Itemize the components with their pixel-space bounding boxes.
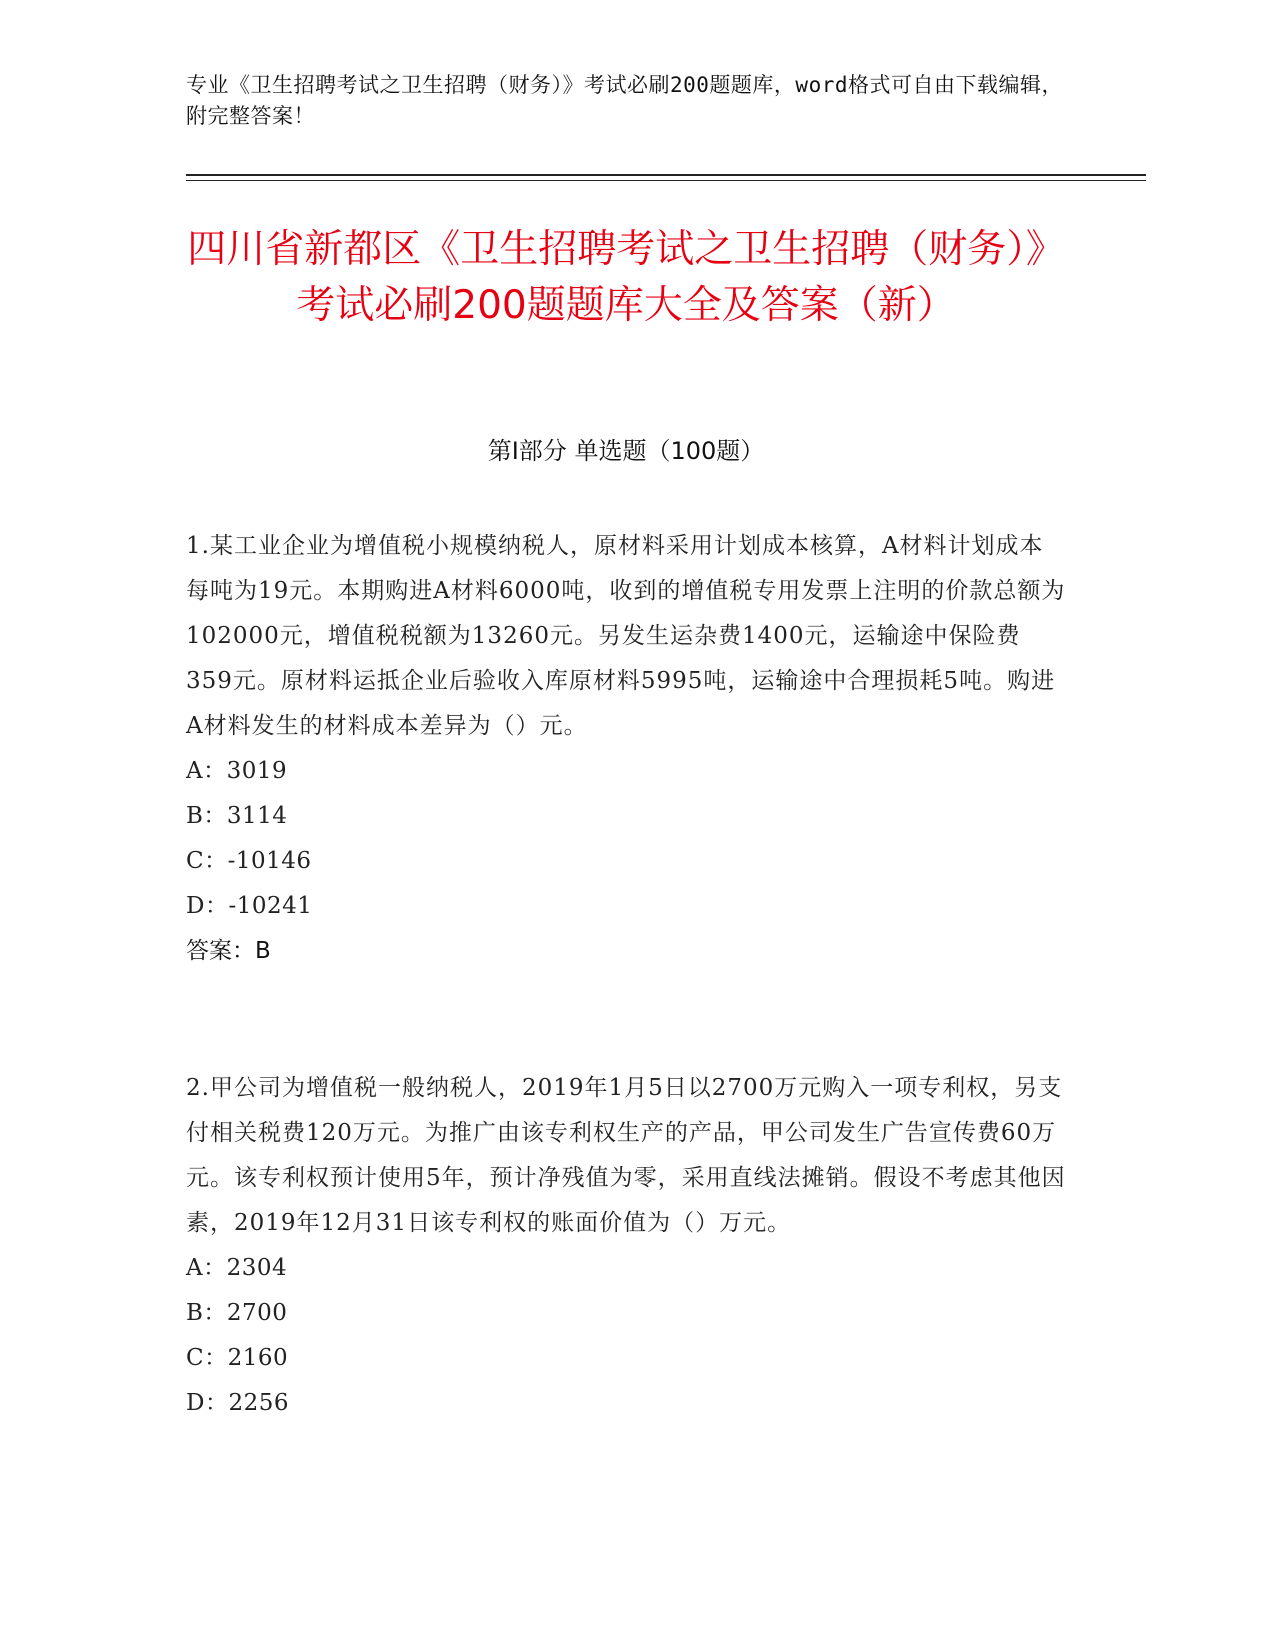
answer-label: 答案：B (186, 938, 271, 964)
section-title: 第I部分 单选题（100题） (487, 437, 765, 465)
question-stem: 1.某工业企业为增值税小规模纳税人，原材料采用计划成本核算，A材料计划成本每吨为19元。本期购进A材料6000吨，收到的增值税专用发票上注明的价款总额为102000元，增值税税额为13260元。另发生运杂费1400元，运输途中保险费359元。原材料运抵企业后验收入库原材料5995吨，运输途中合理损耗5吨。购进A材料发生的材料成本差异为（）元。 (186, 533, 1066, 739)
option-b: B：3114 (186, 803, 288, 829)
header-note: 专业《卫生招聘考试之卫生招聘（财务）》考试必刷200题题库，word格式可自由下载编辑，附完整答案！ (186, 73, 1063, 128)
header-divider-thin (186, 180, 1146, 181)
question-stem: 2.甲公司为增值税一般纳税人，2019年1月5日以2700万元购入一项专利权，另支付相关税费120万元。为推广由该专利权生产的产品，甲公司发生广告宣传费60万元。该专利权预计使用5年，预计净残值为零，采用直线法摊销。假设不考虑其他因素，2019年12月31日该专利权的账面价值为（）万元。 (186, 1075, 1066, 1236)
option-b: B：2700 (186, 1300, 288, 1326)
header-divider-thick (186, 174, 1146, 176)
option-a: A：3019 (186, 758, 288, 784)
option-d: D：-10241 (186, 893, 313, 919)
option-d: D：2256 (186, 1390, 289, 1416)
option-a: A：2304 (186, 1255, 288, 1281)
document-title: 四川省新都区《卫生招聘考试之卫生招聘（财务）》考试必刷200题题库大全及答案（新） (187, 227, 1065, 328)
option-c: C：-10146 (186, 848, 312, 874)
option-c: C：2160 (186, 1345, 289, 1371)
question-1 (186, 524, 1066, 974)
question-2 (186, 1066, 1066, 1426)
